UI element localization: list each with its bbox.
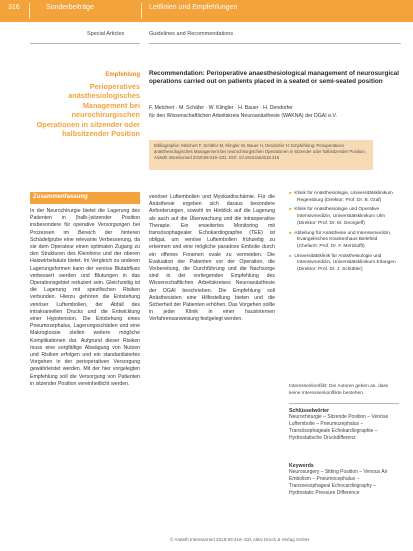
divider (149, 43, 401, 44)
article-title-en: Recommendation: Perioperative anaesthesiological management of neurosurgical operations carried out on patients placed in a seated or semi-seated position (149, 70, 400, 86)
affiliation-item: ■ Klinik für Anästhesiologie und Operative Intensivmedizin, Universitätsklinikum Ulm (Direktor: Prof. Dr. M. Georgieff) (297, 206, 399, 227)
affiliation-item: ■ Universitätsklinik für Anästhesiologie und Intensivmedizin, Universitätsklinikum Erlangen (Direktor: Prof. Dr. J. Schüttler) (297, 253, 399, 274)
subheader-left: Special Articles (87, 31, 125, 37)
affiliation-item: ■ Klinik für Anästhesiologie, Universitätsklinikum Regensburg (Direktor: Prof. Dr. B. Graf) (297, 190, 399, 204)
author-affiliation: für den Wissenschaftlichen Arbeitskreis Neuroanästhesie (WAKNA) der DGAI e.V. (149, 112, 337, 119)
author-names: F. Melchert · M. Schäfer · W. Klingler · H. Bauer · H. Dendorfer (149, 105, 293, 111)
page-number: 316 (8, 4, 20, 11)
divider (30, 43, 140, 44)
section-title-de: Sonderbeiträge (46, 4, 94, 11)
keywords-en-text: Neurosurgery – Sitting Position – Venous Air Embolism – Pneumocephalus – Transoesophageal Echocardiography – Hydrostatic Pressure Difference (289, 469, 388, 496)
keywords-de-text: Neurochirurgie – Sitzende Position – Venöse Luftembolie – Pneumozephalus – Transösophageale Echokardiographie – Hydrostatische Druckdifferenz (289, 414, 389, 441)
section-title-en: Leitlinien und Empfehlungen (149, 4, 238, 11)
keywords-en (289, 463, 399, 497)
subheader-right: Guidelines and Recommendations (149, 31, 234, 37)
divider (289, 403, 399, 404)
summary-heading: Zusammenfassung (33, 194, 88, 200)
author-block (149, 105, 401, 121)
recommendation-label: Empfehlung (105, 72, 140, 78)
affiliation-item: ■ Abteilung für Anästhesie und Intensivmedizin, Evangelisches Krankenhaus Bielefeld (Chefarzt: Prof. Dr. F. Mertzlufft) (297, 230, 399, 251)
header-divider (29, 3, 30, 19)
summary-column-1: In der Neurochirurgie bietet die Lagerung des Patienten in (halb-)sitzender Position insbesondere für operative Versorgungen bei Prozessen im Bereich der hinteren Schädelgrube eine relevante Verbesserung, da sie dem Operateur einen optimalen Zugang zu den Strukturen des Kleinhirns und der oberen Halswirbelsäule bietet. Im Vergleich zu anderen Lagerungsformen kann der venöse Blutabfluss verbessert werden und Blutungen in das Operationsgebiet reduziert sein. Gleichzeitig ist die Lagerung mit spezifischen Risiken verbunden. Hierzu gehören die Entstehung venöser Luftembolien, der Abfall des intrakraniellen Drucks und die Entwicklung einer Hypotension. Die Entstehung eines Pneumozephalus, Lagerungsschäden und eine Makroglossie stellen weitere mögliche Komplikationen dar. Aufgrund dieser Risiken muss eine sorgfältige Abwägung von Nutzen und Risiken erfolgen und ein standardisiertes Vorgehen in der perioperativen Versorgung gewährleistet werden. Mit der hier vorgelegten Empfehlung soll die Versorgung von Patienten in sitzender Position vereinheitlicht werden. (30, 208, 140, 387)
keywords-de-heading: Schlüsselwörter (289, 408, 330, 414)
summary-column-2: venöser Luftembolien und Myokardischämie. Für die Anästhesie ergeben sich daraus besondere Anforderungen, sowohl im Hinblick auf die Lagerung als auch auf die Überwachung und die intraoperative Therapie. Ein erweitertes Monitoring mit transösophagealer Echokardiographie (TEE) ist obligat, um venöse Luftembolien frühzeitig zu erkennen und eine mögliche paradoxe Embolie durch ein offenes Foramen ovale zu vermeiden. Die Evaluation der Patienten vor der Operation, die Vorbereitung, die Durchführung und die Nachsorge sind in der vorliegenden Empfehlung des Wissenschaftlichen Arbeitskreises Neuroanästhesie der DGAI beschrieben. Die Empfehlung soll Anästhesisten eine Hilfestellung bieten und die Sicherheit der Patienten erhöhen. Das Vorgehen sollte in jeder Klinik in einer hausinternen Verfahrensanweisung festgelegt werden. (149, 194, 275, 323)
conflict-of-interest-note: Interessenkonflikt: Die Autoren geben an, dass keine Interessenkonflikte bestehen. (289, 384, 389, 396)
keywords-de (289, 408, 399, 442)
page-footer: © Anästh Intensivmed 2018;59:316–331 Aktiv Druck & Verlag GmbH (170, 537, 310, 542)
keywords-en-heading: Keywords (289, 463, 314, 469)
header-divider (141, 3, 142, 19)
article-title-de: Perioperatives anästhesiologisches Management bei neurochirurgischen Operationen in sitzender oder halbsitzender Position (36, 82, 140, 139)
citation-text: Bibliographie: Melchert F, Schäfer M, Klingler W, Bauer H, Dendorfer H: Empfehlung: Perioperatives anästhesiologisches Management bei neurochirurgischen Operationen in sitzender oder halbsitzender Position. Anästh Intensivmed 2018;59:316–331. DOI: 10.19224/ai2018.316 (154, 143, 366, 160)
affiliations-list (289, 190, 399, 276)
citation-box (149, 140, 373, 170)
